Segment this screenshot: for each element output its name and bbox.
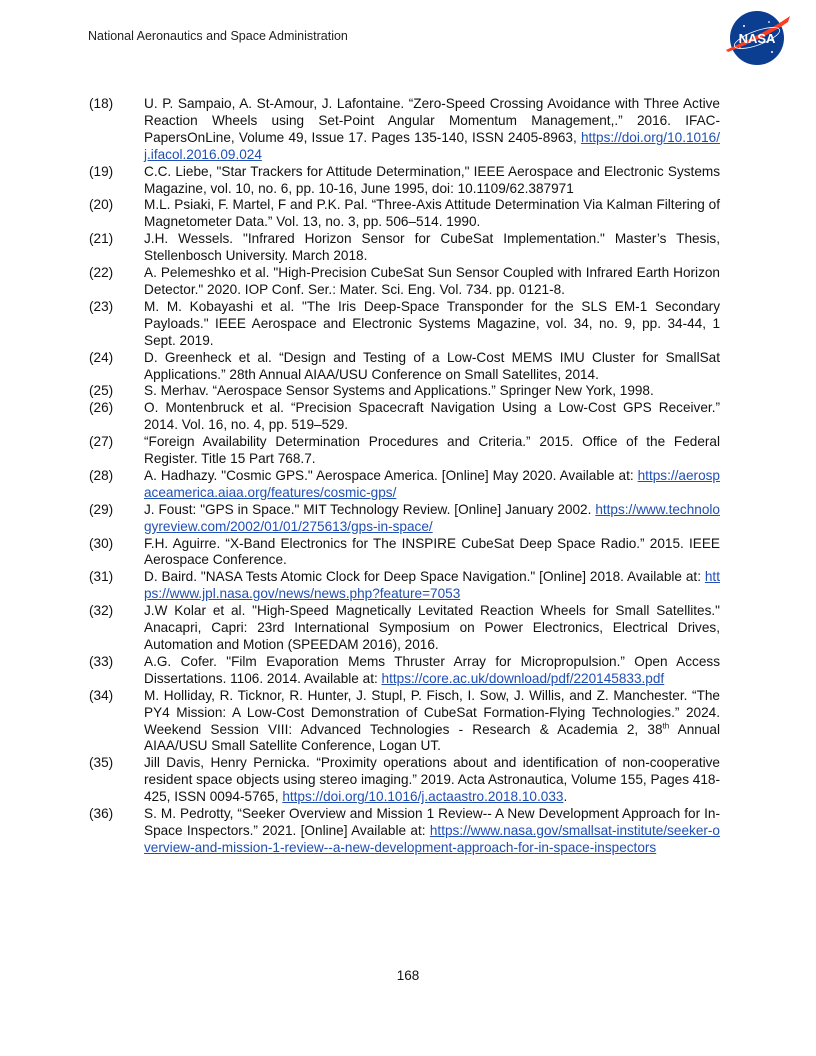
reference-text bbox=[144, 688, 720, 756]
reference-item bbox=[89, 231, 720, 265]
reference-text bbox=[144, 806, 720, 857]
reference-body: M. Holliday, R. Ticknor, R. Hunter, J. Stupl, P. Fisch, I. Sow, J. Willis, and Z. Manchester. “The PY4 Mission: A Low-Cost Demonstration of CubeSat Formation-Flying Technologies.” 2024. Weekend Session VIII: Advanced Technologies - Research & Academia 2, 38 bbox=[144, 687, 720, 737]
reference-body: F.H. Aguirre. “X-Band Electronics for The INSPIRE CubeSat Deep Space Radio.” 2015. IEEE Aerospace Conference. bbox=[144, 535, 720, 568]
reference-text bbox=[144, 350, 720, 384]
reference-text bbox=[144, 197, 720, 231]
reference-item bbox=[89, 265, 720, 299]
reference-item bbox=[89, 468, 720, 502]
reference-text bbox=[144, 96, 720, 164]
reference-number: (33) bbox=[89, 653, 114, 669]
reference-item bbox=[89, 654, 720, 688]
reference-body: M. M. Kobayashi et al. "The Iris Deep-Space Transponder for the SLS EM-1 Secondary Payloads." IEEE Aerospace and Electronic Systems Magazine, vol. 34, no. 9, pp. 34-44, 1 Sept. 2019. bbox=[144, 298, 720, 348]
reference-item bbox=[89, 96, 720, 164]
reference-link[interactable]: https://www.jpl.nasa.gov/news/news.php?feature=7053 bbox=[144, 569, 720, 602]
reference-body: U. P. Sampaio, A. St-Amour, J. Lafontaine. “Zero-Speed Crossing Avoidance with Three Active Reaction Wheels using Set-Point Angular Momentum Management,.” 2016. IFAC-PapersOnLine, Volume 49, Issue 17. Pages 135-140, ISSN 2405-8963, bbox=[144, 96, 720, 145]
reference-text bbox=[144, 383, 720, 400]
reference-number: (34) bbox=[89, 687, 114, 703]
reference-item bbox=[89, 755, 720, 806]
reference-body: Jill Davis, Henry Pernicka. “Proximity operations about and identification of non-cooperative resident space objects using stereo imaging.” 2019. Acta Astronautica, Volume 155, Pages 418-425, ISSN 0094-5765, bbox=[144, 755, 720, 805]
reference-text bbox=[144, 468, 720, 502]
reference-item bbox=[89, 350, 720, 384]
reference-text bbox=[144, 164, 720, 198]
reference-number: (23) bbox=[89, 298, 114, 314]
reference-text bbox=[144, 265, 720, 299]
reference-body: D. Greenheck et al. “Design and Testing of a Low-Cost MEMS IMU Cluster for SmallSat Applications.” 28th Annual AIAA/USU Conference on Small Satellites, 2014. bbox=[144, 349, 720, 382]
reference-number: (35) bbox=[89, 755, 114, 771]
reference-item bbox=[89, 197, 720, 231]
reference-body: J.W Kolar et al. "High-Speed Magnetically Levitated Reaction Wheels for Small Satellites." Anacapri, Capri: 23rd International Symposium on Power Electronics, Electrical Drives, Automation and Motion (SPEEDAM 2016), 2016. bbox=[144, 603, 720, 652]
reference-body: D. Baird. "NASA Tests Atomic Clock for Deep Space Navigation." [Online] 2018. Available at: bbox=[144, 569, 705, 585]
reference-item bbox=[89, 164, 720, 198]
reference-number: (21) bbox=[89, 231, 114, 247]
header-organization: National Aeronautics and Space Administration bbox=[88, 29, 348, 43]
svg-text:NASA: NASA bbox=[738, 31, 776, 46]
reference-number: (22) bbox=[89, 265, 114, 281]
reference-body: A. Hadhazy. "Cosmic GPS." Aerospace America. [Online] May 2020. Available at: bbox=[144, 467, 638, 483]
reference-link[interactable]: https://www.nasa.gov/smallsat-institute/seeker-overview-and-mission-1-review--a-new-development-approach-for-in-space-inspectors bbox=[144, 822, 720, 855]
reference-number: (29) bbox=[89, 501, 114, 517]
reference-number: (25) bbox=[89, 383, 114, 399]
reference-item bbox=[89, 299, 720, 350]
page-number: 168 bbox=[396, 968, 420, 983]
reference-text bbox=[144, 603, 720, 654]
reference-body: A.G. Cofer. "Film Evaporation Mems Thruster Array for Micropropulsion.” Open Access Dissertations. 1106. 2014. Available at: bbox=[144, 653, 720, 686]
reference-text bbox=[144, 299, 720, 350]
reference-link[interactable]: https://doi.org/10.1016/j.ifacol.2016.09.024 bbox=[144, 129, 720, 162]
reference-body: “Foreign Availability Determination Procedures and Criteria.” 2015. Office of the Federal Register. Title 15 Part 768.7. bbox=[144, 434, 720, 467]
reference-number: (36) bbox=[89, 806, 114, 822]
reference-link[interactable]: https://core.ac.uk/download/pdf/220145833.pdf bbox=[381, 670, 665, 686]
reference-text bbox=[144, 400, 720, 434]
reference-text bbox=[144, 654, 720, 688]
reference-item bbox=[89, 569, 720, 603]
reference-body: J.H. Wessels. "Infrared Horizon Sensor for CubeSat Implementation." Master’s Thesis, Stellenbosch University. March 2018. bbox=[144, 231, 720, 264]
reference-item bbox=[89, 383, 720, 400]
reference-body-continued: Annual AIAA/USU Small Satellite Conference, Logan UT. bbox=[144, 721, 721, 754]
reference-list bbox=[89, 96, 720, 857]
reference-body: M.L. Psiaki, F. Martel, F and P.K. Pal. “Three-Axis Attitude Determination Via Kalman Filtering of Magnetometer Data.” Vol. 13, no. 3, pp. 506–514. 1990. bbox=[144, 197, 720, 230]
reference-text bbox=[144, 231, 720, 265]
reference-body: S. M. Pedrotty, “Seeker Overview and Mission 1 Review-- A New Development Approach for In-Space Inspectors.” 2021. [Online] Available at: bbox=[144, 806, 720, 838]
nasa-logo bbox=[722, 10, 792, 66]
reference-text bbox=[144, 755, 720, 806]
reference-number: (31) bbox=[89, 569, 114, 585]
reference-number: (32) bbox=[89, 603, 114, 619]
reference-text bbox=[144, 536, 720, 570]
reference-text bbox=[144, 502, 720, 536]
reference-body: A. Pelemeshko et al. "High-Precision CubeSat Sun Sensor Coupled with Infrared Earth Horizon Detector." 2020. IOP Conf. Ser.: Mater. Sci. Eng. Vol. 734. pp. 0121-8. bbox=[144, 265, 720, 297]
reference-link[interactable]: https://www.technologyreview.com/2002/01/01/275613/gps-in-space/ bbox=[144, 501, 720, 534]
reference-body: J. Foust: "GPS in Space." MIT Technology Review. [Online] January 2002. bbox=[144, 501, 596, 517]
reference-text bbox=[144, 569, 720, 603]
reference-number: (28) bbox=[89, 467, 114, 483]
reference-item bbox=[89, 536, 720, 570]
reference-text bbox=[144, 434, 720, 468]
reference-body: S. Merhav. “Aerospace Sensor Systems and Applications.” Springer New York, 1998. bbox=[144, 383, 654, 399]
reference-item bbox=[89, 688, 720, 756]
reference-number: (24) bbox=[89, 349, 114, 365]
reference-body: O. Montenbruck et al. “Precision Spacecraft Navigation Using a Low-Cost GPS Receiver.” 2014. Vol. 16, no. 4, pp. 519–529. bbox=[144, 400, 720, 433]
reference-item bbox=[89, 502, 720, 536]
reference-item bbox=[89, 806, 720, 857]
reference-number: (30) bbox=[89, 535, 114, 551]
superscript: th bbox=[662, 721, 670, 730]
reference-number: (20) bbox=[89, 197, 114, 213]
reference-item bbox=[89, 603, 720, 654]
reference-number: (26) bbox=[89, 400, 114, 416]
reference-item bbox=[89, 400, 720, 434]
reference-link[interactable]: https://aerospaceamerica.aiaa.org/features/cosmic-gps/ bbox=[144, 467, 720, 500]
reference-body: C.C. Liebe, "Star Trackers for Attitude Determination," IEEE Aerospace and Electronic Systems Magazine, vol. 10, no. 6, pp. 10-16, June 1995, doi: 10.1109/62.387971 bbox=[144, 163, 720, 196]
reference-number: (27) bbox=[89, 434, 114, 450]
reference-link[interactable]: https://doi.org/10.1016/j.actaastro.2018.10.033 bbox=[282, 789, 564, 805]
reference-number: (18) bbox=[89, 96, 114, 111]
reference-trailing: . bbox=[563, 789, 568, 805]
reference-item bbox=[89, 434, 720, 468]
reference-number: (19) bbox=[89, 163, 114, 179]
